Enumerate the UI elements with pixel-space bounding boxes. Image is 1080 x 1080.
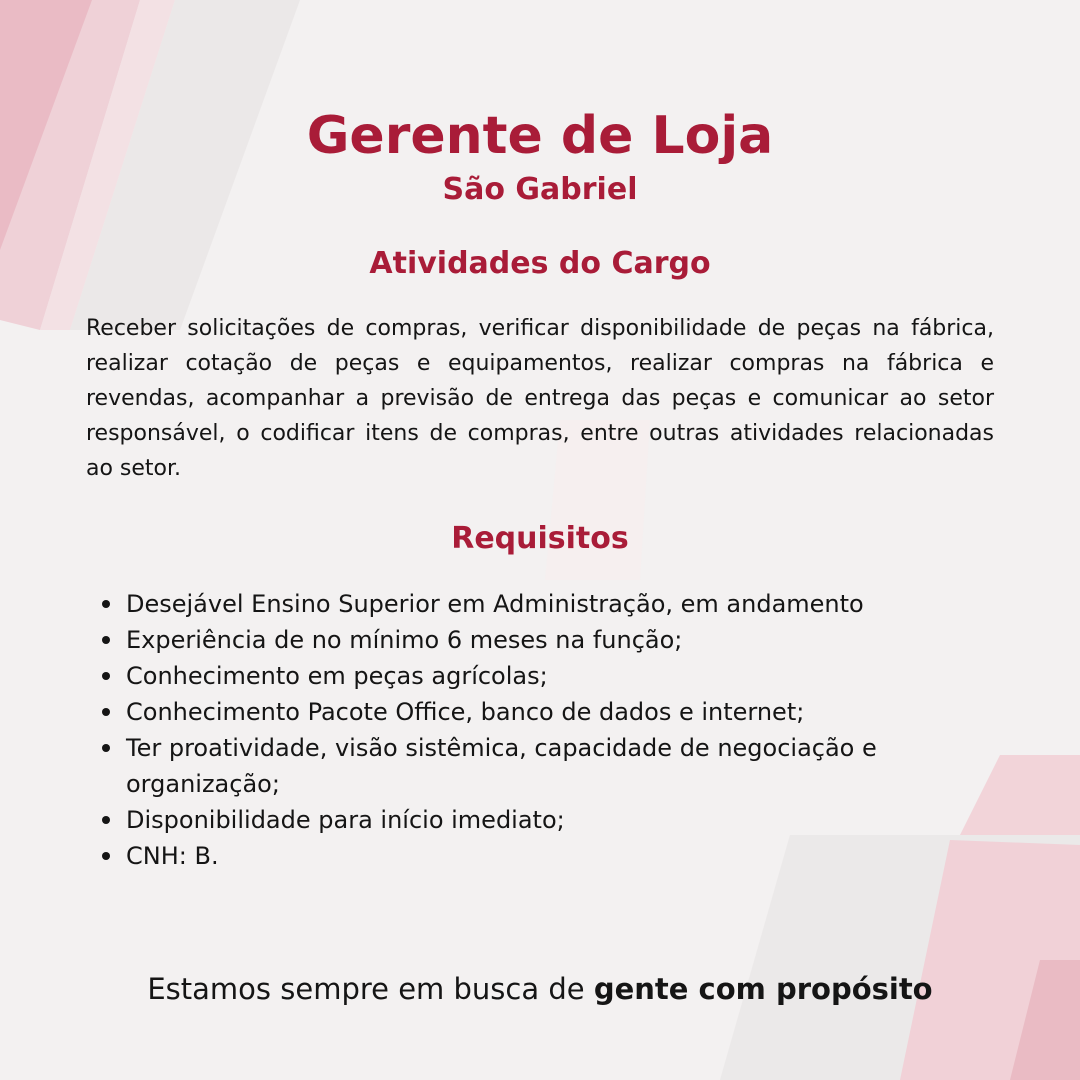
footer-text: Estamos sempre em busca de <box>147 972 585 1006</box>
job-title: Gerente de Loja <box>306 106 774 166</box>
activities-heading: Atividades do Cargo <box>369 246 711 281</box>
requirement-item <box>126 838 1006 874</box>
requirement-item <box>126 658 1006 694</box>
requirement-text: CNH: B. <box>126 842 219 870</box>
footer-tagline <box>0 972 1080 1006</box>
requirement-item <box>126 622 1006 658</box>
requirement-text: Conhecimento Pacote Office, banco de dados e internet; <box>126 698 805 726</box>
activities-description: Receber solicitações de compras, verificar disponibilidade de peças na fábrica, realizar cotação de peças e equipamentos, realizar compras na fábrica e revendas, acompanhar a previsão de entrega das peças e comunicar ao setor responsável, o codificar itens de compras, entre outras atividades relacionadas ao setor. <box>86 316 994 481</box>
bullet-icon <box>102 744 110 752</box>
bullet-icon <box>102 816 110 824</box>
requirement-text: Disponibilidade para início imediato; <box>126 806 565 834</box>
bullet-icon <box>102 852 110 860</box>
requirement-item <box>126 694 1006 730</box>
footer-emphasis: gente com propósito <box>593 972 933 1006</box>
job-location: São Gabriel <box>442 172 638 207</box>
requirements-list <box>126 586 1006 874</box>
bullet-icon <box>102 600 110 608</box>
bullet-icon <box>102 672 110 680</box>
requirement-item <box>126 802 1006 838</box>
requirement-item <box>126 730 1006 802</box>
requirement-text: Desejável Ensino Superior em Administração, em andamento <box>126 590 864 618</box>
bullet-icon <box>102 636 110 644</box>
requirements-heading: Requisitos <box>451 521 629 556</box>
bullet-icon <box>102 708 110 716</box>
requirement-text: Conhecimento em peças agrícolas; <box>126 662 548 690</box>
requirement-text: Experiência de no mínimo 6 meses na função; <box>126 626 683 654</box>
requirement-text: Ter proatividade, visão sistêmica, capacidade de negociação e organização; <box>126 734 877 798</box>
requirement-item <box>126 586 1006 622</box>
